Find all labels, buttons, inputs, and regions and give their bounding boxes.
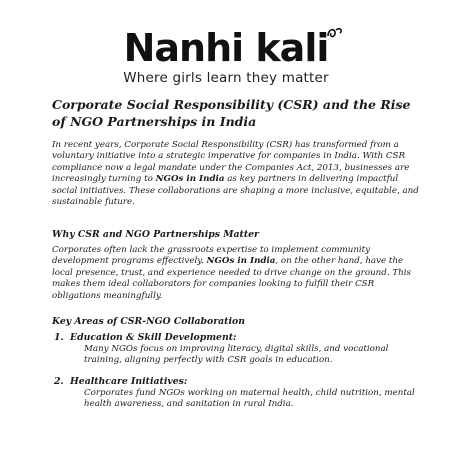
logo-swirl-icon <box>326 26 344 42</box>
logo-tagline: Where girls learn they matter <box>123 70 329 86</box>
list-item <box>54 375 422 411</box>
logo-wordmark <box>124 28 329 68</box>
list-item-body: Many NGOs focus on improving literacy, digital skills, and vocational training, aligning perfectly with CSR goals in education. <box>84 344 389 366</box>
key-areas-list <box>54 332 422 420</box>
why-text-2: , on the other hand, have the local presence, trust, and experience needed to drive change on the ground. This makes them ideal collaborators for companies looking to fulfill their CSR obligations meaningfully. <box>52 256 411 301</box>
list-item-heading <box>54 332 422 344</box>
intro-text-1: In recent years, Corporate Social Responsibility (CSR) has transformed from a voluntary initiative into a strategic imperative for companies in India. With CSR compliance now a legal mandate under the Companies Act, 2013, businesses are increasingly turning to <box>52 140 410 185</box>
list-item-title: Healthcare Initiatives: <box>70 375 188 387</box>
logo-text: Nanhi kali <box>123 26 329 70</box>
document-title: Corporate Social Responsibility (CSR) and the Rise of NGO Partnerships in India <box>52 97 411 129</box>
list-item-number: 1. <box>54 332 64 343</box>
intro-paragraph <box>52 140 422 208</box>
list-item-heading <box>54 375 422 388</box>
list-item-number: 2. <box>54 375 64 387</box>
why-highlight: NGOs in India <box>206 256 276 267</box>
list-item-title: Education & Skill Development: <box>70 332 237 343</box>
list-item <box>54 332 422 367</box>
list-item-body: Corporates fund NGOs working on maternal health, child nutrition, mental health awareness, and sanitation in rural India. <box>84 387 415 410</box>
why-paragraph <box>52 245 422 302</box>
logo <box>0 28 452 86</box>
intro-highlight: NGOs in India <box>155 174 225 185</box>
key-areas-heading: Key Areas of CSR-NGO Collaboration <box>52 316 245 327</box>
why-heading: Why CSR and NGO Partnerships Matter <box>52 229 259 240</box>
intro-text-2: as key partners in delivering impactful social initiatives. These collaborations are shaping a more inclusive, equitable, and sustainable future. <box>52 174 419 208</box>
why-text-1: Corporates often lack the grassroots expertise to implement community development programs effectively. <box>52 245 371 267</box>
